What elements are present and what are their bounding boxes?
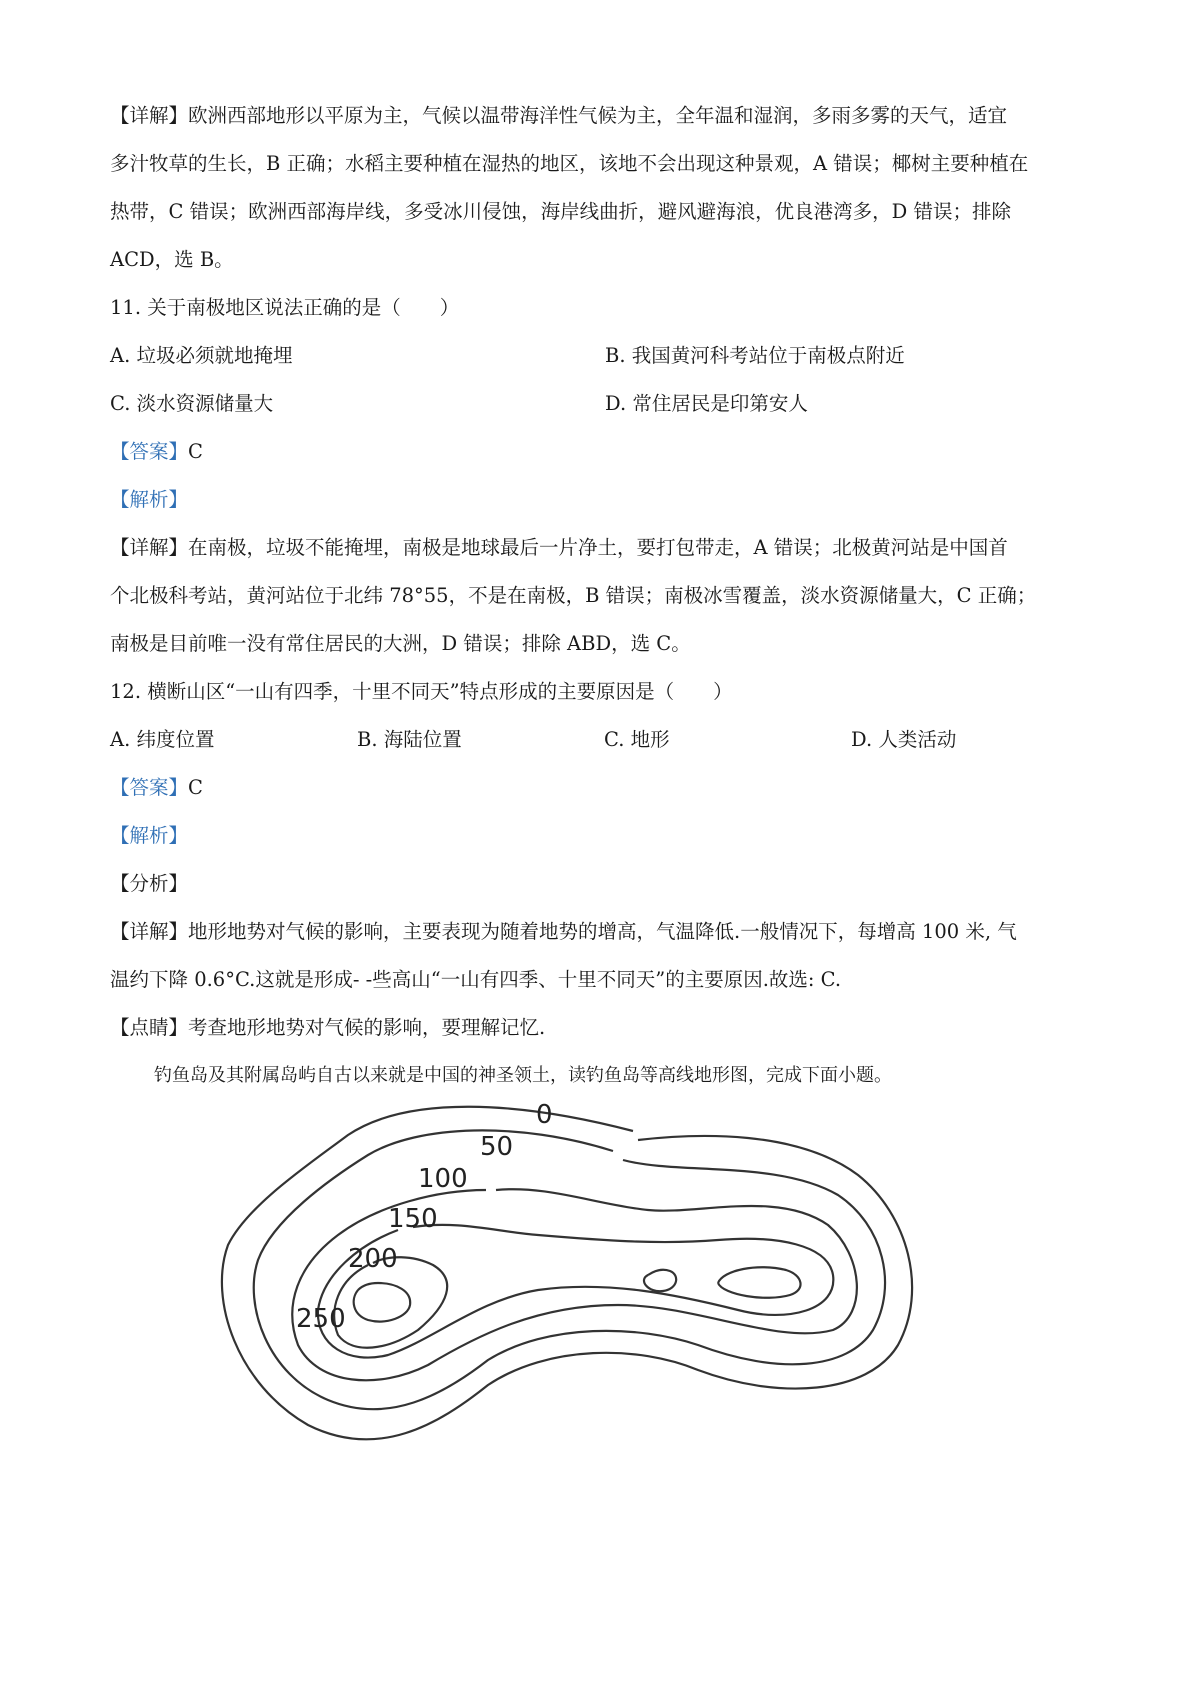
dianjing-tag: 【点睛】 bbox=[110, 1016, 189, 1039]
detail-tag: 【详解】 bbox=[110, 536, 189, 559]
q11-answer: 【答案】C bbox=[110, 440, 203, 463]
contour-100 bbox=[292, 1189, 857, 1380]
contour-label-0: 0 bbox=[536, 1100, 553, 1130]
contour-summit-east bbox=[644, 1270, 676, 1291]
q12-fenxi-tag: 【分析】 bbox=[110, 872, 189, 895]
answer-tag: 【答案】 bbox=[110, 440, 189, 463]
contour-summit-far-east bbox=[718, 1267, 801, 1298]
contour-label-100: 100 bbox=[418, 1164, 468, 1194]
q12-option-a: A. 纬度位置 bbox=[110, 728, 215, 751]
q11-option-a: A. 垃圾必须就地掩埋 bbox=[110, 344, 293, 367]
contour-0 bbox=[222, 1107, 912, 1440]
q11-option-b: B. 我国黄河科考站位于南极点附近 bbox=[605, 344, 905, 367]
contour-map bbox=[218, 1095, 958, 1455]
answer-tag: 【答案】 bbox=[110, 776, 189, 799]
q12-detail-line2: 温约下降 0.6°C.这就是形成- -些高山“一山有四季、十里不同天”的主要原因.故选: C. bbox=[110, 968, 842, 991]
q12-option-d: D. 人类活动 bbox=[851, 728, 957, 751]
q11-detail-line3: 南极是目前唯一没有常住居民的大洲，D 错误；排除 ABD，选 C。 bbox=[110, 632, 691, 655]
q11-analysis-tag: 【解析】 bbox=[110, 488, 189, 511]
document-page bbox=[110, 92, 1100, 1100]
q12-detail-line1: 【详解】地形地势对气候的影响，主要表现为随着地势的增高，气温降低.一般情况下，每增高 100 米, 气 bbox=[110, 920, 1017, 943]
detail-tag: 【详解】 bbox=[110, 920, 189, 943]
q11-option-d: D. 常住居民是印第安人 bbox=[605, 392, 808, 415]
map-intro: 钓鱼岛及其附属岛屿自古以来就是中国的神圣领土，读钓鱼岛等高线地形图，完成下面小题。 bbox=[154, 1065, 892, 1086]
q11-option-c: C. 淡水资源储量大 bbox=[110, 392, 274, 415]
contour-250 bbox=[354, 1283, 410, 1322]
q11-detail-line2: 个北极科考站，黄河站位于北纬 78°55，不是在南极，B 错误；南极冰雪覆盖，淡水资源储量大，C 正确； bbox=[110, 584, 1037, 607]
q12-option-c: C. 地形 bbox=[604, 728, 670, 751]
q10-detail-line1: 【详解】欧洲西部地形以平原为主，气候以温带海洋性气候为主，全年温和湿润，多雨多雾的天气，适宜 bbox=[110, 104, 1008, 127]
contour-label-250: 250 bbox=[296, 1304, 346, 1334]
q12-stem: 12. 横断山区“一山有四季，十里不同天”特点形成的主要原因是（ ） bbox=[110, 680, 733, 703]
q12-option-b: B. 海陆位置 bbox=[357, 728, 462, 751]
contour-label-200: 200 bbox=[348, 1244, 398, 1274]
q10-detail-line2: 多汁牧草的生长，B 正确；水稻主要种植在湿热的地区，该地不会出现这种景观，A 错误；椰树主要种植在 bbox=[110, 152, 1029, 175]
detail-tag: 【详解】 bbox=[110, 104, 189, 127]
q11-detail-line1: 【详解】在南极，垃圾不能掩埋，南极是地球最后一片净土，要打包带走，A 错误；北极黄河站是中国首 bbox=[110, 536, 1008, 559]
contour-label-150: 150 bbox=[388, 1204, 438, 1234]
q10-detail-line4: ACD，选 B。 bbox=[110, 248, 234, 271]
q12-answer: 【答案】C bbox=[110, 776, 203, 799]
q11-stem: 11. 关于南极地区说法正确的是（ ） bbox=[110, 296, 460, 319]
q12-dianjing: 【点睛】考查地形地势对气候的影响，要理解记忆. bbox=[110, 1016, 546, 1039]
q12-analysis-tag: 【解析】 bbox=[110, 824, 189, 847]
q10-detail-line3: 热带，C 错误；欧洲西部海岸线，多受冰川侵蚀，海岸线曲折，避风避海浪，优良港湾多，D 错误；排除 bbox=[110, 200, 1011, 223]
q11-options-row2 bbox=[110, 380, 1100, 428]
q11-options-row1 bbox=[110, 332, 1100, 380]
contour-label-50: 50 bbox=[480, 1132, 514, 1162]
q12-options bbox=[110, 716, 1100, 764]
